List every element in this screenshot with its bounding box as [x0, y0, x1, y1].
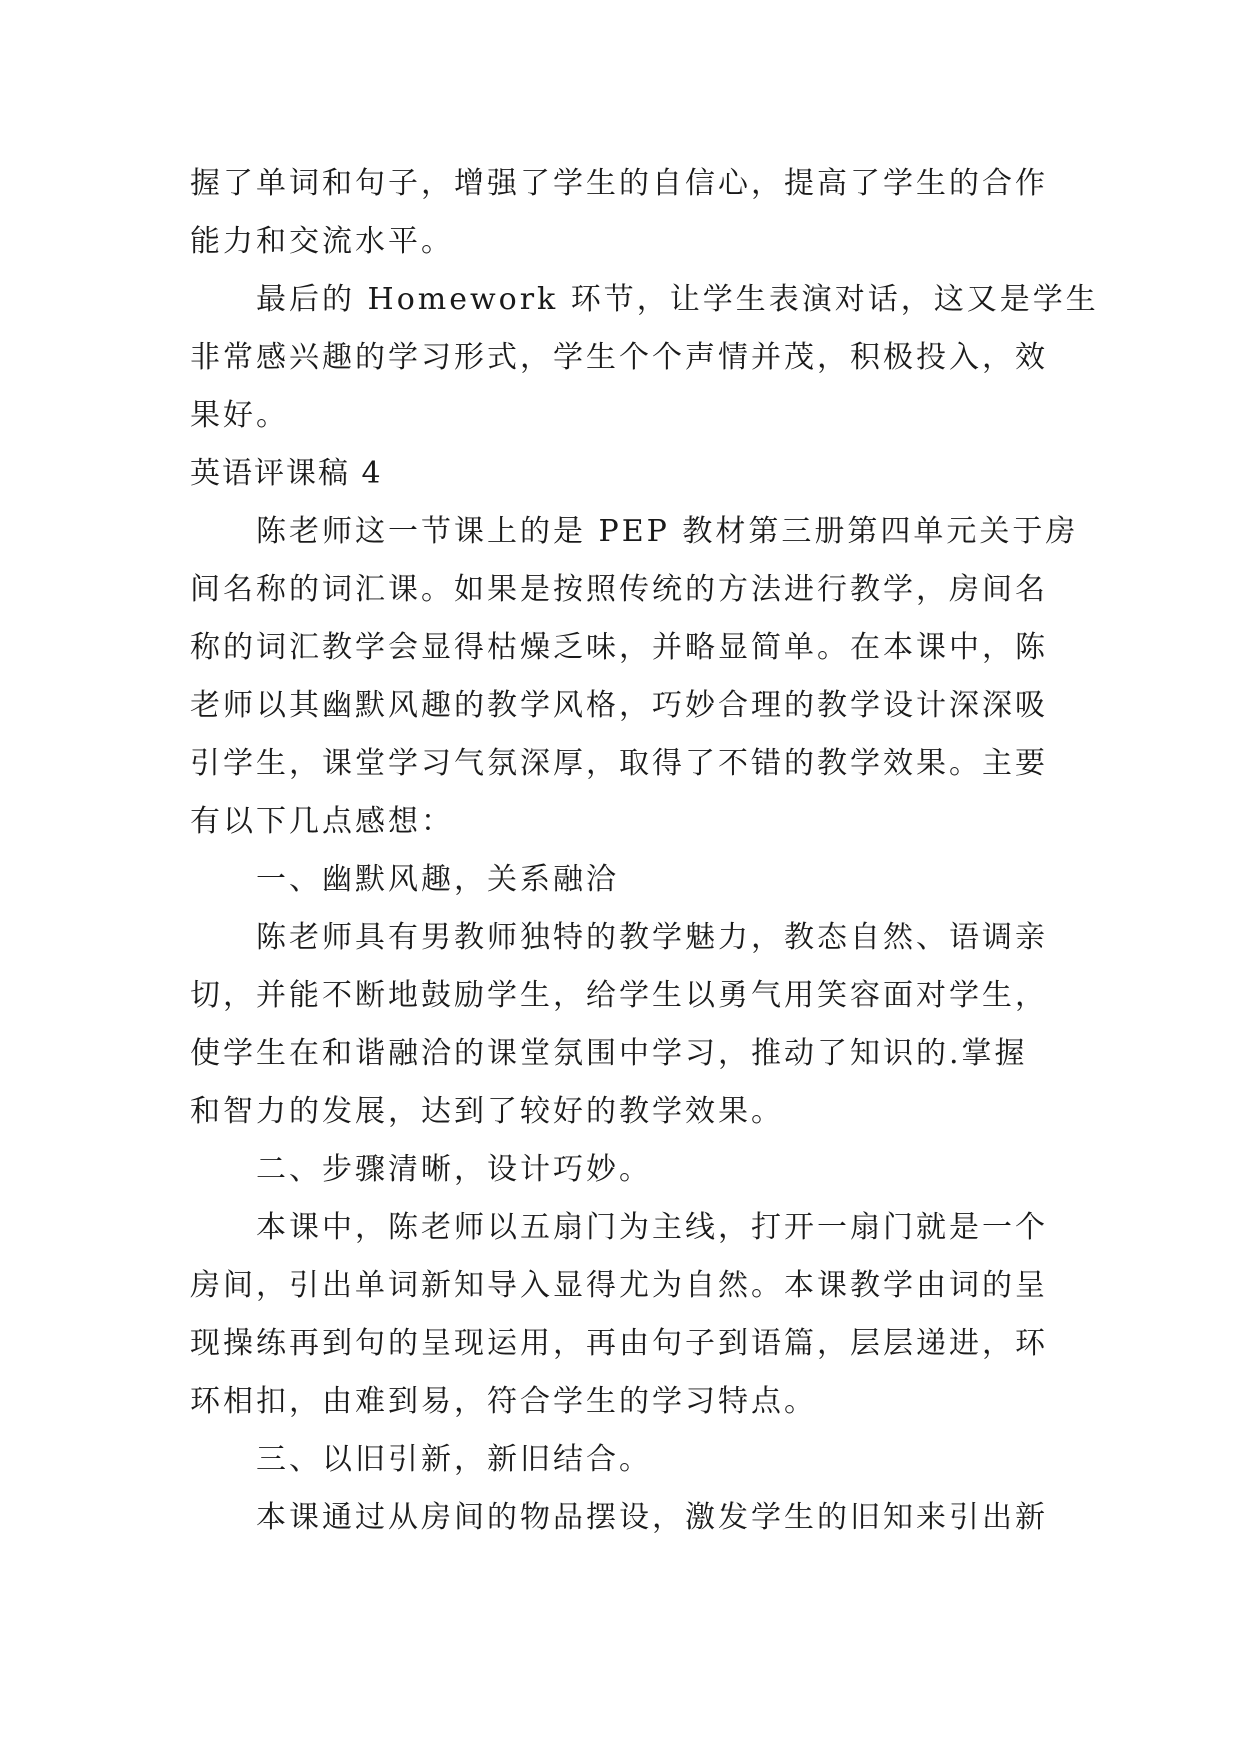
text-line: 使学生在和谐融洽的课堂氛围中学习，推动了知识的.掌握	[190, 1036, 1028, 1071]
text-line: 果好。	[190, 398, 289, 433]
text-line: 老师以其幽默风趣的教学风格，巧妙合理的教学设计深深吸	[190, 688, 1048, 723]
text-line: 和智力的发展，达到了较好的教学效果。	[190, 1094, 784, 1129]
text-line: 现操练再到句的呈现运用，再由句子到语篇，层层递进，环	[190, 1326, 1048, 1361]
text-line: 本课通过从房间的物品摆设，激发学生的旧知来引出新	[256, 1500, 1048, 1535]
document-body	[190, 155, 1099, 1547]
text-line: 切，并能不断地鼓励学生，给学生以勇气用笑容面对学生，	[190, 978, 1048, 1013]
text-line: 引学生，课堂学习气氛深厚，取得了不错的教学效果。主要	[190, 746, 1048, 781]
subheading: 一、幽默风趣，关系融洽	[256, 862, 619, 897]
text-line: 能力和交流水平。	[190, 224, 454, 259]
section-heading: 英语评课稿 4	[190, 456, 383, 491]
subheading: 三、以旧引新，新旧结合。	[256, 1442, 652, 1477]
text-line: 房间，引出单词新知导入显得尤为自然。本课教学由词的呈	[190, 1268, 1048, 1303]
text-line: 握了单词和句子，增强了学生的自信心，提高了学生的合作	[190, 166, 1048, 201]
text-line: 称的词汇教学会显得枯燥乏味，并略显简单。在本课中，陈	[190, 630, 1048, 665]
text-line: 环相扣，由难到易，符合学生的学习特点。	[190, 1384, 817, 1419]
text-line: 有以下几点感想：	[190, 804, 454, 839]
text-line: 最后的 Homework 环节，让学生表演对话，这又是学生	[256, 282, 1099, 317]
text-line: 本课中，陈老师以五扇门为主线，打开一扇门就是一个	[256, 1210, 1048, 1245]
text-line: 陈老师这一节课上的是 PEP 教材第三册第四单元关于房	[256, 514, 1079, 549]
text-line: 陈老师具有男教师独特的教学魅力，教态自然、语调亲	[256, 920, 1048, 955]
subheading: 二、步骤清晰，设计巧妙。	[256, 1152, 652, 1187]
text-line: 间名称的词汇课。如果是按照传统的方法进行教学，房间名	[190, 572, 1048, 607]
text-line: 非常感兴趣的学习形式，学生个个声情并茂，积极投入，效	[190, 340, 1048, 375]
